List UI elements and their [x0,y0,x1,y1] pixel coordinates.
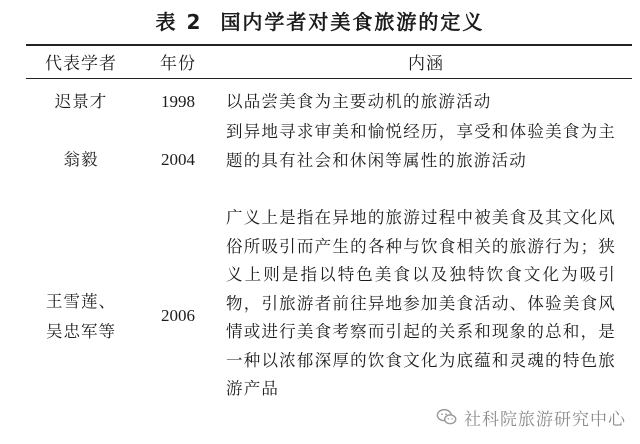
header-meaning: 内涵 [408,54,444,74]
row-1-year: 1998 [161,92,195,111]
wechat-icon [436,406,458,428]
watermark [432,402,630,432]
row-2-meaning: 到异地寻求审美和愉悦经历，享受和体验美食为主题的具有社会和休闲等属性的旅游活动 [226,122,616,170]
row-3-meaning: 广义上是指在异地的旅游过程中被美食及其文化风俗所吸引而产生的各种与饮食相关的旅游行为；狭义上则是指以特色美食以及独特饮食文化为吸引物，引旅游者前往异地参加美食活动、体验美食风情或进行美食考察而引起的关系和现象的总和，是一种以浓郁深厚的饮食文化为底蕴和灵魂的特色旅游产品 [226,208,616,398]
row-3-year: 2006 [161,306,195,325]
row-1-scholar: 迟景才 [54,92,108,111]
row-3-scholar: 王雪莲、吴忠军等 [46,292,116,341]
table-number: 表 2 [155,10,203,34]
header-scholar: 代表学者 [45,54,117,74]
watermark-text: 社科院旅游研究中心 [464,409,626,430]
header-year: 年份 [160,54,196,74]
row-2-scholar: 翁毅 [63,150,99,169]
row-1-meaning: 以品尝美食为主要动机的旅游活动 [226,92,492,111]
table-title: 国内学者对美食旅游的定义 [220,10,485,34]
row-2-year: 2004 [161,150,195,169]
table-header-rule [26,78,632,79]
table-top-rule [26,44,632,46]
table-caption [0,6,640,35]
